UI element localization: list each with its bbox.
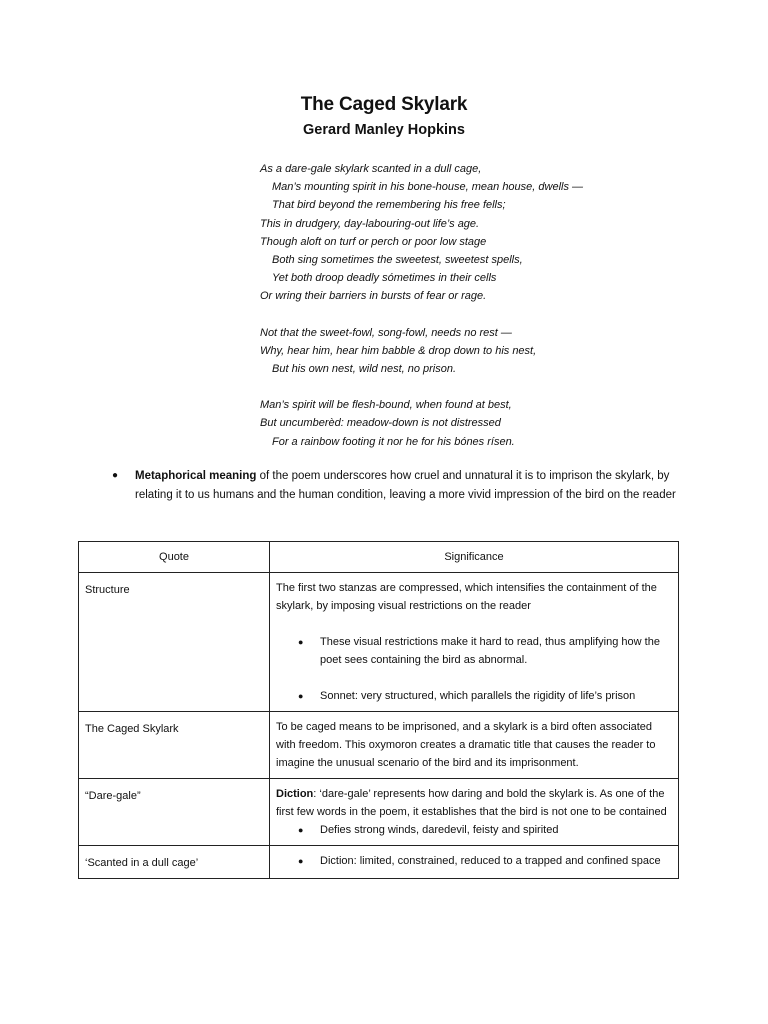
bullet-dot-icon: ●: [298, 856, 304, 866]
list-item: [276, 852, 670, 870]
significance-paragraph: [276, 579, 670, 615]
significance-bullets: [276, 852, 670, 870]
list-item: [276, 687, 670, 705]
header-quote: Quote: [79, 542, 270, 573]
table-row: [79, 779, 679, 846]
bullet-text: Sonnet: very structured, which parallels the rigidity of life’s prison: [320, 690, 636, 702]
significance-text: : ‘dare-gale’ represents how daring and bold the skylark is. As one of the first few words in the poem, it establishes that the bird is not one to be contained: [276, 788, 667, 818]
poem-line: Man’s mounting spirit in his bone-house, mean house, dwells —: [272, 181, 584, 194]
poem-stanza: [260, 396, 700, 451]
quote-cell: Structure: [79, 573, 270, 712]
bullet-text: Diction: limited, constrained, reduced to a trapped and confined space: [320, 855, 661, 867]
poem-line: But uncumberèd: meadow-down is not distressed: [260, 417, 501, 430]
quote-cell: The Caged Skylark: [79, 712, 270, 779]
poem-line: Not that the sweet-fowl, song-fowl, needs no rest —: [260, 326, 512, 339]
poem-line: But his own nest, wild nest, no prison.: [272, 363, 457, 376]
bullet-text: These visual restrictions make it hard to read, thus amplifying how the poet sees containing the bird as abnormal.: [320, 636, 660, 666]
poem-line: Or wring their barriers in bursts of fear or rage.: [260, 290, 487, 303]
bullet-dot-icon: ●: [298, 637, 304, 647]
significance-paragraph: [276, 785, 670, 821]
significance-bullets: [276, 633, 670, 705]
quote-cell: “Dare-gale”: [79, 779, 270, 846]
bullet-rest: of the poem underscores how cruel and unnatural it is to imprison the skylark, by relating it to us humans and the human condition, leaving a more vivid impression of the bird on the reader: [135, 470, 676, 501]
metaphorical-meaning-bullet: [112, 467, 682, 504]
significance-cell: [270, 779, 679, 846]
header-significance: Significance: [270, 542, 679, 573]
bullet-bold-term: Metaphorical meaning: [135, 470, 257, 482]
page-title: The Caged Skylark: [300, 94, 468, 115]
poem-line: Both sing sometimes the sweetest, sweetest spells,: [272, 254, 523, 267]
table-row: [79, 712, 679, 779]
table-row: [79, 846, 679, 879]
significance-text: The first two stanzas are compressed, which intensifies the containment of the skylark, by imposing visual restrictions on the reader: [276, 582, 657, 612]
poem-line: Yet both droop deadly sómetimes in their cells: [272, 272, 497, 285]
poem: [260, 160, 700, 469]
significance-cell: [270, 712, 679, 779]
bullet-text: [112, 467, 682, 504]
bullet-dot-icon: ●: [112, 470, 119, 481]
poem-line: As a dare-gale skylark scanted in a dull cage,: [260, 163, 482, 175]
table-row: [79, 573, 679, 712]
list-item: [276, 633, 670, 669]
poem-line: This in drudgery, day-labouring-out life’s age.: [260, 217, 480, 230]
author-name: Gerard Manley Hopkins: [303, 122, 465, 138]
bullet-dot-icon: ●: [298, 691, 304, 701]
significance-cell: [270, 846, 679, 879]
significance-bold-term: Diction: [276, 788, 314, 800]
poem-line: Though aloft on turf or perch or poor low stage: [260, 235, 487, 248]
bullet-text: Defies strong winds, daredevil, feisty and spirited: [320, 824, 559, 836]
significance-paragraph: [276, 718, 670, 772]
significance-text: To be caged means to be imprisoned, and a skylark is a bird often associated with freedom. This oxymoron creates a dramatic title that causes the reader to imagine the unusual scenario of the bird and its imprisonment.: [276, 721, 656, 769]
quote-cell: ‘Scanted in a dull cage’: [79, 846, 270, 879]
poem-line: Man’s spirit will be flesh-bound, when found at best,: [260, 399, 512, 412]
poem-line: Why, hear him, hear him babble & drop down to his nest,: [260, 344, 537, 357]
poem-line: For a rainbow footing it nor he for his bónes rísen.: [272, 435, 515, 448]
analysis-table: [78, 541, 679, 879]
list-item: [276, 821, 670, 839]
table-header-row: [79, 542, 679, 573]
poem-stanza: [260, 160, 700, 306]
significance-cell: [270, 573, 679, 712]
poem-line: That bird beyond the remembering his free fells;: [272, 199, 506, 212]
bullet-dot-icon: ●: [298, 825, 304, 835]
significance-bullets: [276, 821, 670, 839]
poem-stanza: [260, 324, 700, 379]
